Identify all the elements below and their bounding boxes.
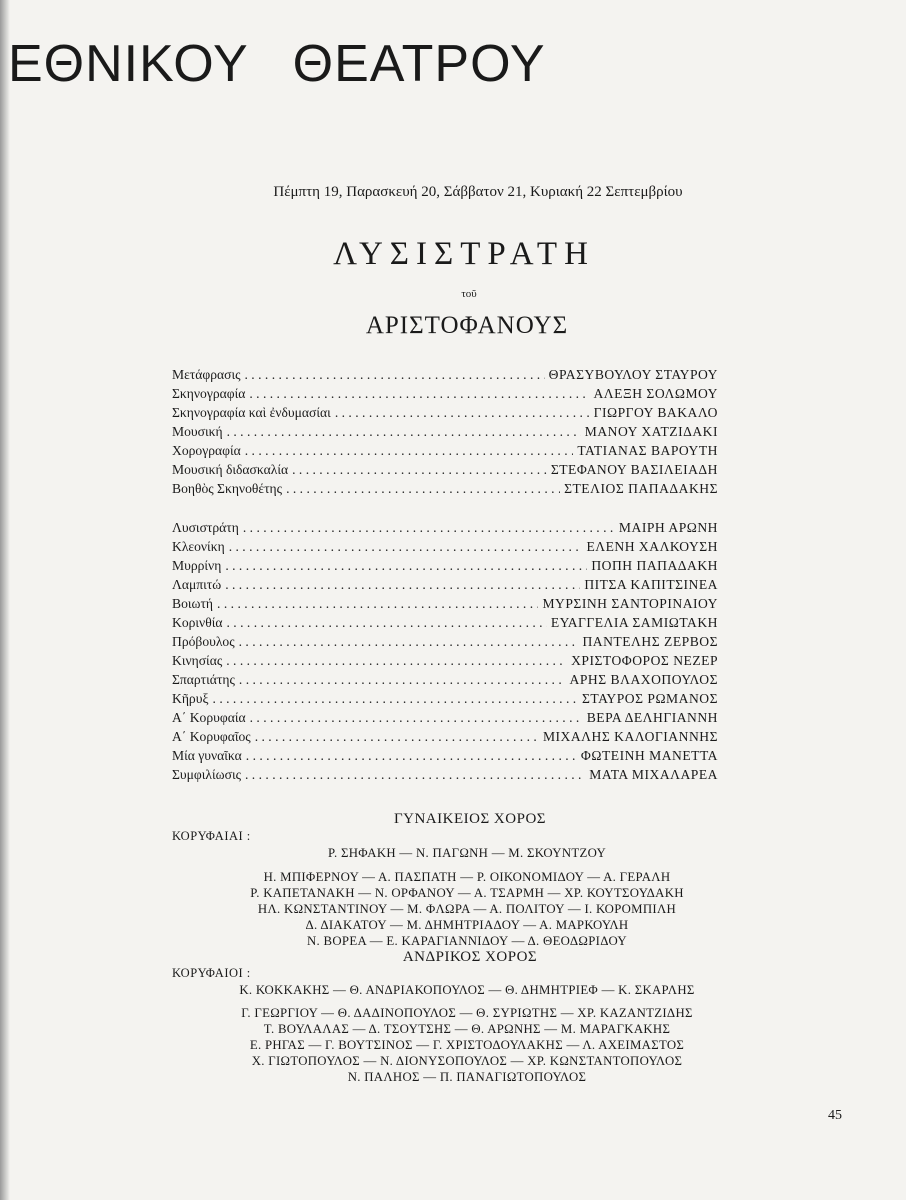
women-chorus-heading: ΓΥΝΑΙΚΕΙΟΣ ΧΟΡΟΣ (393, 811, 547, 827)
women-chorus-members-line: Ρ. ΚΑΠΕΤΑΝΑΚΗ — Ν. ΟΡΦΑΝΟΥ — Α. ΤΣΑΡΜΗ — ΧΡ. ΚΟΥΤΣΟΥΔΑΚΗ (250, 886, 684, 900)
men-leaders-label: ΚΟΡΥΦΑΙΟΙ : (172, 966, 251, 980)
cast-name: ΕΛΕΝΗ ΧΑΛΚΟΥΣΗ (586, 539, 718, 554)
crew-name: ΑΛΕΞΗ ΣΟΛΩΜΟΥ (593, 386, 718, 401)
crew-list (172, 367, 718, 500)
men-chorus-heading: ΑΝΔΡΙΚΟΣ ΧΟΡΟΣ (402, 949, 538, 965)
crew-row (172, 481, 718, 500)
women-chorus-members-line: Η. ΜΠΙΦΕΡΝΟΥ — Α. ΠΑΣΠΑΤΗ — Ρ. ΟΙΚΟΝΟΜΙΔΟΥ — Α. ΓΕΡΑΛΗ (263, 870, 671, 884)
crew-row (172, 443, 718, 462)
women-chorus-members-line: Δ. ΔΙΑΚΑΤΟΥ — Μ. ΔΗΜΗΤΡΙΑΔΟΥ — Α. ΜΑΡΚΟΥΛΗ (305, 918, 629, 932)
crew-name: ΓΙΩΡΓΟΥ ΒΑΚΑΛΟ (593, 405, 718, 420)
performance-dates (0, 184, 906, 201)
crew-name: ΘΡΑΣΥΒΟΥΛΟΥ ΣΤΑΥΡΟΥ (548, 367, 718, 382)
men-chorus-members-line: Γ. ΓΕΩΡΓΙΟΥ — Θ. ΔΑΔΙΝΟΠΟΥΛΟΣ — Θ. ΣΥΡΙΩΤΗΣ — ΧΡ. ΚΑΖΑΝΤΖΙΔΗΣ (241, 1006, 693, 1020)
cast-row (172, 672, 718, 691)
page-number: 45 (828, 1108, 842, 1123)
crew-row (172, 367, 718, 386)
crew-name: ΣΤΕΛΙΟΣ ΠΑΠΑΔΑΚΗΣ (564, 481, 718, 496)
leader-dots (255, 729, 539, 745)
leader-dots (243, 520, 615, 536)
cast-name: ΦΩΤΕΙΝΗ ΜΑΝΕΤΤΑ (580, 748, 718, 763)
leader-dots (246, 748, 577, 764)
cast-row (172, 748, 718, 767)
cast-role: Μία γυναῖκα (172, 748, 242, 763)
leader-dots (227, 424, 581, 440)
cast-row (172, 634, 718, 653)
leader-dots (245, 767, 585, 783)
men-chorus-leaders: Κ. ΚΟΚΚΑΚΗΣ — Θ. ΑΝΔΡΙΑΚΟΠΟΥΛΟΣ — Θ. ΔΗΜΗΤΡΙΕΦ — Κ. ΣΚΑΡΛΗΣ (239, 983, 695, 997)
cast-name: ΠΑΝΤΕΛΗΣ ΖΕΡΒΟΣ (582, 634, 718, 649)
leader-dots (335, 405, 590, 421)
cast-name: ΜΥΡΣΙΝΗ ΣΑΝΤΟΡΙΝΑΙΟΥ (542, 596, 718, 611)
cast-row (172, 539, 718, 558)
leader-dots (239, 634, 579, 650)
cast-role: Α΄ Κορυφαῖος (172, 729, 251, 744)
crew-name: ΜΑΝΟΥ ΧΑΤΖΙΔΑΚΙ (584, 424, 718, 439)
cast-role: Μυρρίνη (172, 558, 222, 573)
cast-role: Σπαρτιάτης (172, 672, 235, 687)
women-chorus-leaders: Ρ. ΣΗΦΑΚΗ — Ν. ΠΑΓΩΝΗ — Μ. ΣΚΟΥΝΤΖΟΥ (327, 846, 607, 860)
crew-row (172, 386, 718, 405)
leader-dots (245, 367, 545, 383)
cast-name: ΜΙΧΑΛΗΣ ΚΑΛΟΓΙΑΝΝΗΣ (542, 729, 718, 744)
cast-name: ΑΡΗΣ ΒΛΑΧΟΠΟΥΛΟΣ (569, 672, 718, 687)
cast-role: Βοιωτή (172, 596, 214, 611)
cast-role: Κλεονίκη (172, 539, 225, 554)
cast-role: Λαμπιτώ (172, 577, 222, 592)
cast-name: ΒΕΡΑ ΔΕΛΗΓΙΑΝΝΗ (586, 710, 718, 725)
women-leaders-label: ΚΟΡΥΦΑΙΑΙ : (172, 829, 251, 843)
cast-role: Κινησίας (172, 653, 223, 668)
cast-row (172, 596, 718, 615)
cast-list (172, 520, 718, 786)
cast-row (172, 729, 718, 748)
cast-name: ΧΡΙΣΤΟΦΟΡΟΣ ΝΕΖΕΡ (571, 653, 718, 668)
cast-row (172, 558, 718, 577)
play-author: ΑΡΙΣΤΟΦΑΝΟΥΣ (365, 312, 569, 339)
leader-dots (239, 672, 566, 688)
crew-name: ΣΤΕΦΑΝΟΥ ΒΑΣΙΛΕΙΑΔΗ (550, 462, 718, 477)
leader-dots (286, 481, 560, 497)
cast-role: Α΄ Κορυφαία (172, 710, 246, 725)
crew-row (172, 405, 718, 424)
cast-role: Κορινθία (172, 615, 223, 630)
cast-role: Πρόβουλος (172, 634, 235, 649)
dates-text: Πέμπτη 19, Παρασκευή 20, Σάββατον 21, Κυριακή 22 Σεπτεμβρίου (273, 184, 683, 200)
crew-role: Σκηνογραφία καὶ ἐνδυμασίαι (172, 405, 331, 420)
leader-dots (249, 386, 589, 402)
leader-dots (217, 596, 538, 612)
cast-role: Λυσιστράτη (172, 520, 239, 535)
header-word-1: ΕΘΝΙΚΟΥ (8, 35, 249, 93)
cast-row (172, 691, 718, 710)
crew-role: Σκηνογραφία (172, 386, 246, 401)
cast-name: ΜΑΙΡΗ ΑΡΩΝΗ (618, 520, 718, 535)
crew-row (172, 424, 718, 443)
cast-row (172, 577, 718, 596)
crew-role: Μουσική διδασκαλία (172, 462, 289, 477)
leader-dots (213, 691, 578, 707)
title-connector: τοῦ (461, 288, 477, 300)
crew-role: Χορογραφία (172, 443, 241, 458)
leader-dots (227, 615, 547, 631)
leader-dots (245, 443, 574, 459)
crew-name: ΤΑΤΙΑΝΑΣ ΒΑΡΟΥΤΗ (577, 443, 718, 458)
leader-dots (226, 653, 567, 669)
crew-row (172, 462, 718, 481)
leader-dots (229, 539, 583, 555)
men-chorus-members-line: Ν. ΠΑΛΗΟΣ — Π. ΠΑΝΑΓΙΩΤΟΠΟΥΛΟΣ (347, 1070, 587, 1084)
cast-row (172, 615, 718, 634)
men-chorus-members-line: Τ. ΒΟΥΛΑΛΑΣ — Δ. ΤΣΟΥΤΣΗΣ — Θ. ΑΡΩΝΗΣ — Μ. ΜΑΡΑΓΚΑΚΗΣ (263, 1022, 671, 1036)
cast-name: ΕΥΑΓΓΕΛΙΑ ΣΑΜΙΩΤΑΚΗ (550, 615, 718, 630)
leader-dots (225, 558, 587, 574)
cast-row (172, 767, 718, 786)
cast-role: Συμφιλίωσις (172, 767, 241, 782)
crew-role: Μουσική (172, 424, 223, 439)
men-chorus-members-line: Ε. ΡΗΓΑΣ — Γ. ΒΟΥΤΣΙΝΟΣ — Γ. ΧΡΙΣΤΟΔΟΥΛΑΚΗΣ — Λ. ΑΧΕΙΜΑΣΤΟΣ (249, 1038, 685, 1052)
leader-dots (250, 710, 583, 726)
theatre-header (8, 34, 546, 94)
cast-name: ΠΟΠΗ ΠΑΠΑΔΑΚΗ (591, 558, 718, 573)
leader-dots (292, 462, 547, 478)
cast-name: ΜΑΤΑ ΜΙΧΑΛΑΡΕΑ (589, 767, 718, 782)
women-chorus-members-line: ΗΛ. ΚΩΝΣΤΑΝΤΙΝΟΥ — Μ. ΦΛΩΡΑ — Α. ΠΟΛΙΤΟΥ — Ι. ΚΟΡΟΜΠΙΛΗ (257, 902, 677, 916)
crew-role: Βοηθὸς Σκηνοθέτης (172, 481, 283, 496)
cast-name: ΣΤΑΥΡΟΣ ΡΩΜΑΝΟΣ (582, 691, 718, 706)
cast-row (172, 653, 718, 672)
header-word-2: ΘΕΑΤΡΟΥ (292, 35, 546, 93)
play-title: ΛΥΣΙΣΤΡΑΤΗ (333, 236, 595, 272)
crew-role: Μετάφρασις (172, 367, 241, 382)
leader-dots (225, 577, 580, 593)
cast-role: Κῆρυξ (172, 691, 209, 706)
women-chorus-members-line: Ν. ΒΟΡΕΑ — Ε. ΚΑΡΑΓΙΑΝΝΙΔΟΥ — Δ. ΘΕΟΔΩΡΙΔΟΥ (307, 934, 627, 948)
cast-row (172, 710, 718, 729)
cast-name: ΠΙΤΣΑ ΚΑΠΙΤΣΙΝΕΑ (584, 577, 718, 592)
men-chorus-members-line: Χ. ΓΙΩΤΟΠΟΥΛΟΣ — Ν. ΔΙΟΝΥΣΟΠΟΥΛΟΣ — ΧΡ. ΚΩΝΣΤΑΝΤΟΠΟΥΛΟΣ (251, 1054, 683, 1068)
cast-row (172, 520, 718, 539)
